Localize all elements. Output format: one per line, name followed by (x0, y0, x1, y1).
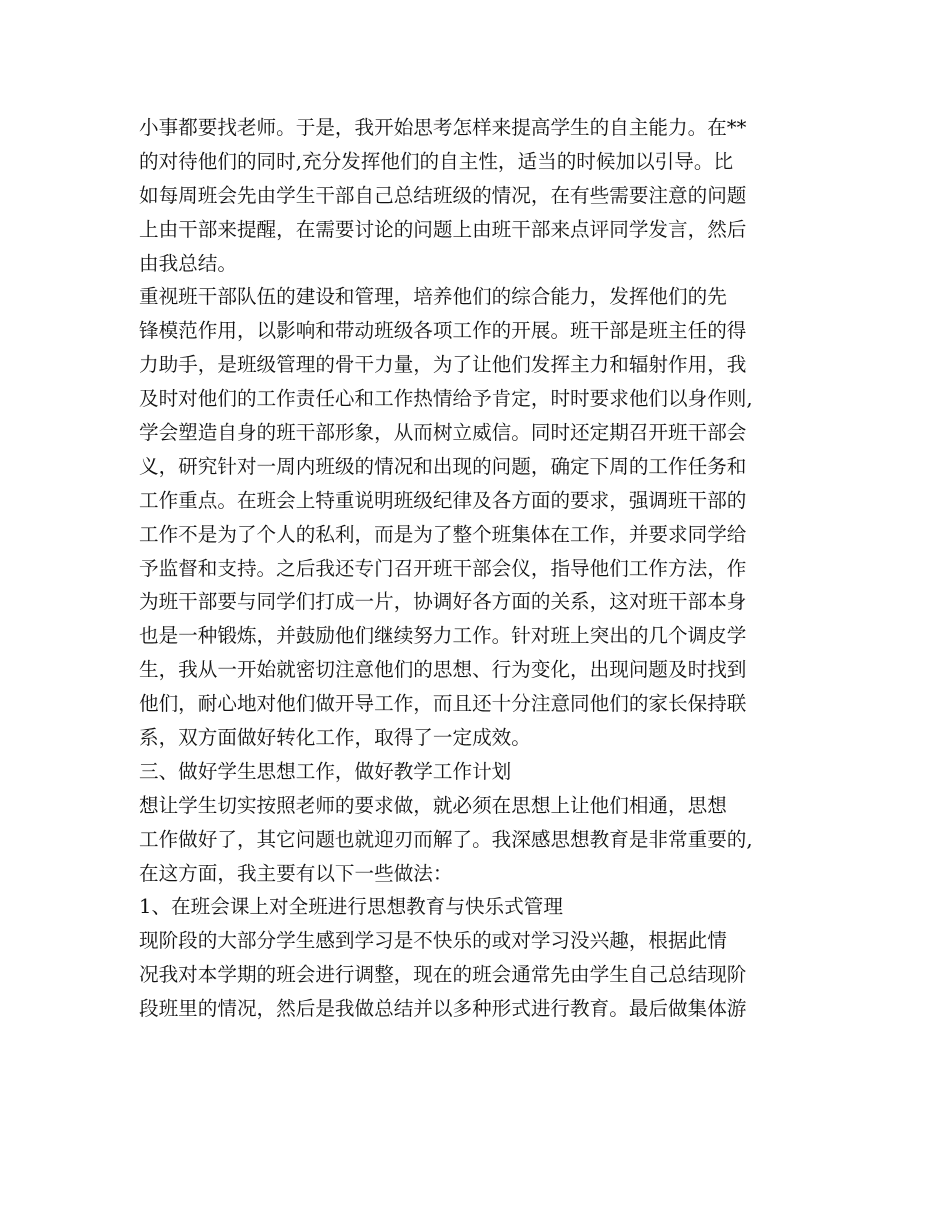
text-line-16: 也是一种锻炼，并鼓励他们继续努力工作。针对班上突出的几个调皮学 (139, 624, 747, 648)
text-line-11: 义，研究针对一周内班级的情况和出现的问题，确定下周的工作任务和 (139, 454, 747, 478)
text-line-27: 段班里的情况，然后是我做总结并以多种形式进行教育。最后做集体游 (139, 997, 747, 1021)
text-line-18: 他们，耐心地对他们做开导工作，而且还十分注意同他们的家长保持联 (139, 692, 747, 716)
text-line-2: 的对待他们的同时,充分发挥他们的自主性，适当的时候加以引导。比 (139, 149, 734, 173)
text-line-21: 想让学生切实按照老师的要求做，就必须在思想上让他们相通，思想 (139, 793, 727, 817)
text-line-19: 系，双方面做好转化工作，取得了一定成效。 (139, 726, 531, 750)
subsection-heading-1: 1、在班会课上对全班进行思想教育与快乐式管理 (139, 895, 563, 919)
text-line-15: 为班干部要与同学们打成一片，协调好各方面的关系，这对班干部本身 (139, 590, 747, 614)
text-line-8: 力助手，是班级管理的骨干力量，为了让他们发挥主力和辐射作用，我 (139, 353, 747, 377)
text-line-14: 予监督和支持。之后我还专门召开班干部会仪，指导他们工作方法，作 (139, 556, 747, 580)
document-body (139, 111, 815, 1026)
text-line-6: 重视班干部队伍的建设和管理，培养他们的综合能力，发挥他们的先 (139, 285, 727, 309)
text-line-25: 现阶段的大部分学生感到学习是不快乐的或对学习没兴趣，根据此情 (139, 929, 727, 953)
text-line-9: 及时对他们的工作责任心和工作热情给予肯定，时时要求他们以身作则, (139, 387, 753, 411)
text-line-26: 况我对本学期的班会进行调整，现在的班会通常先由学生自己总结现阶 (139, 963, 747, 987)
text-line-12: 工作重点。在班会上特重说明班级纪律及各方面的要求，强调班干部的 (139, 488, 747, 512)
text-line-7: 锋模范作用，以影响和带动班级各项工作的开展。班干部是班主任的得 (139, 319, 747, 343)
section-heading-3: 三、做好学生思想工作，做好教学工作计划 (139, 759, 512, 783)
text-line-3: 如每周班会先由学生干部自己总结班级的情况，在有些需要注意的问题 (139, 183, 747, 207)
text-line-17: 生，我从一开始就密切注意他们的思想、行为变化，出现问题及时找到 (139, 658, 747, 682)
text-line-5: 由我总结。 (139, 251, 237, 275)
text-line-1: 小事都要找老师。于是，我开始思考怎样来提高学生的自主能力。在** (139, 116, 747, 139)
text-line-4: 上由干部来提醒，在需要讨论的问题上由班干部来点评同学发言，然后 (139, 217, 747, 241)
text-line-13: 工作不是为了个人的私利，而是为了整个班集体在工作，并要求同学给 (139, 522, 747, 546)
text-line-23: 在这方面，我主要有以下一些做法： (139, 861, 453, 885)
text-line-22: 工作做好了，其它问题也就迎刃而解了。我深感思想教育是非常重要的, (139, 827, 753, 851)
text-line-10: 学会塑造自身的班干部形象，从而树立威信。同时还定期召开班干部会 (139, 421, 747, 445)
